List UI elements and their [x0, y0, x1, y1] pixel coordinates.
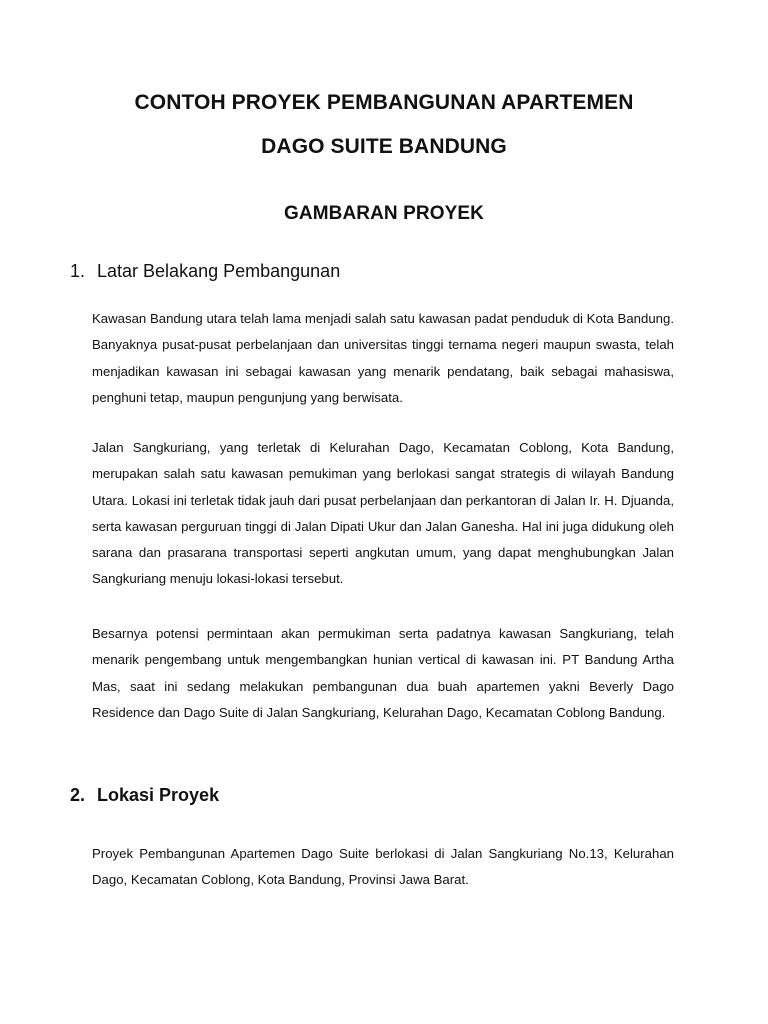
section-heading-text: Latar Belakang Pembangunan — [97, 261, 341, 281]
document-title-line-2: DAGO SUITE BANDUNG — [261, 135, 507, 158]
section-number: 1. — [70, 261, 86, 281]
paragraph: Kawasan Bandung utara telah lama menjadi salah satu kawasan padat penduduk di Kota Bandung. Banyaknya pusat-pusat perbelanjaan dan universitas tinggi ternama negeri maupun swasta, telah menjadikan kawasan ini sebagai kawasan yang menarik pendatang, baik sebagai mahasiswa, penghuni tetap, maupun pengunjung yang berwisata. — [92, 311, 674, 405]
paragraph: Proyek Pembangunan Apartemen Dago Suite berlokasi di Jalan Sangkuriang No.13, Kelurahan Dago, Kecamatan Coblong, Kota Bandung, Provinsi Jawa Barat. — [92, 846, 674, 888]
paragraph: Jalan Sangkuriang, yang terletak di Kelurahan Dago, Kecamatan Coblong, Kota Bandung, merupakan salah satu kawasan pemukiman yang berlokasi sangat strategis di wilayah Bandung Utara. Lokasi ini terletak tidak jauh dari pusat perbelanjaan dan perkantoran di Jalan Ir. H. Djuanda, serta kawasan perguruan tinggi di Jalan Dipati Ukur dan Jalan Ganesha. Hal ini juga didukung oleh sarana dan prasarana transportasi seperti angkutan umum, yang dapat menghubungkan Jalan Sangkuriang menuju lokasi-lokasi tersebut. — [92, 440, 674, 587]
paragraph: Besarnya potensi permintaan akan permukiman serta padatnya kawasan Sangkuriang, telah menarik pengembang untuk mengembangkan hunian vertical di kawasan ini. PT Bandung Artha Mas, saat ini sedang melakukan pembangunan dua buah apartemen yakni Beverly Dago Residence dan Dago Suite di Jalan Sangkuriang, Kelurahan Dago, Kecamatan Coblong Bandung. — [92, 626, 674, 720]
document-title-line-1: CONTOH PROYEK PEMBANGUNAN APARTEMEN — [134, 91, 634, 114]
document-subtitle: GAMBARAN PROYEK — [284, 203, 484, 224]
section-heading-lokasi-proyek — [70, 785, 219, 806]
section-number: 2. — [70, 785, 86, 805]
section-heading-text: Lokasi Proyek — [97, 785, 220, 805]
section-heading-latar-belakang — [70, 261, 340, 282]
